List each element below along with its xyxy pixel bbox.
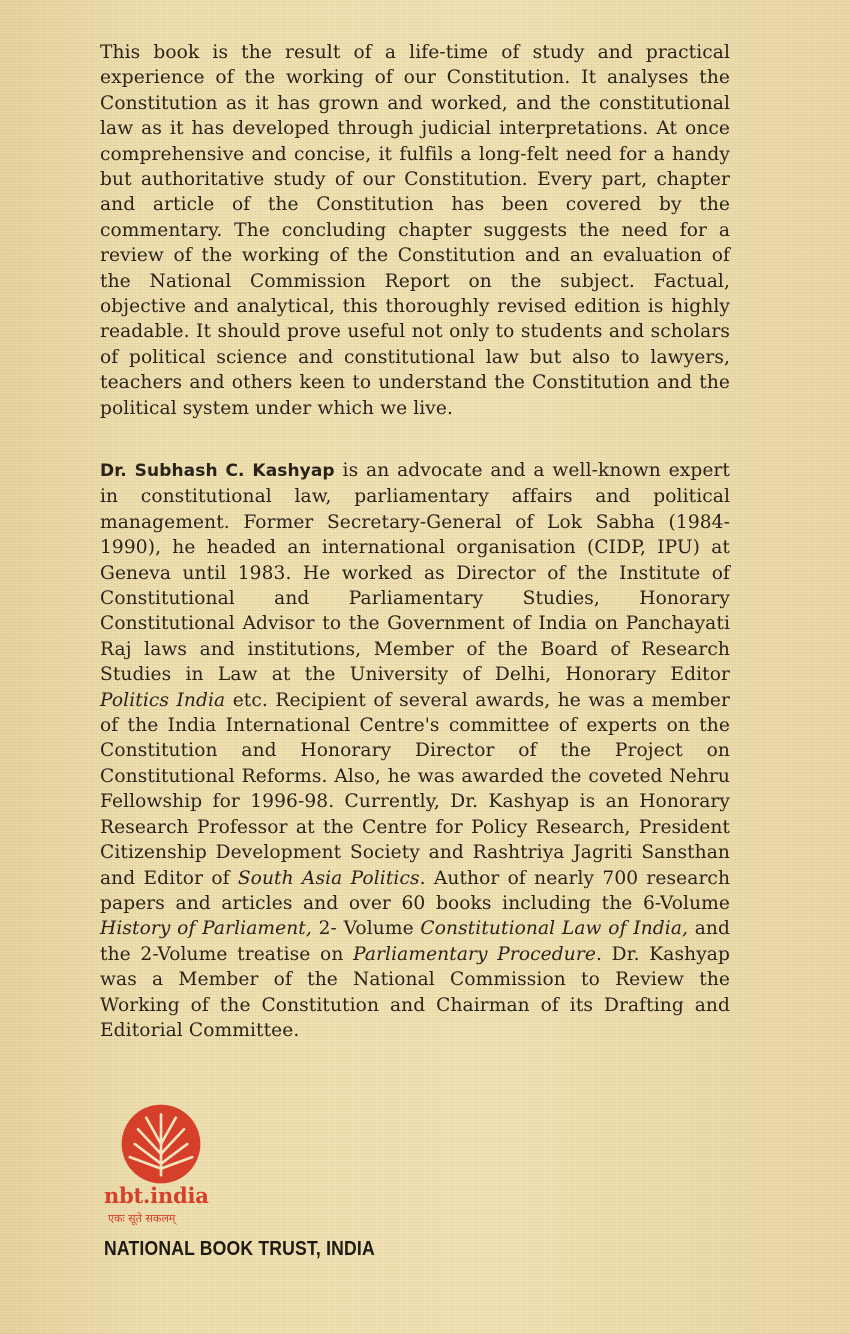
bio-italic-south-asia-politics: South Asia Politics	[237, 867, 420, 889]
description-paragraph: This book is the result of a life-time of study and practical experience of the working of our Constitution. It analyses the Constitution as it has grown and worked, and the constitutional law as it has developed through judicial interpretations. At once comprehensive and concise, it fulfils a long-felt need for a handy but authoritative study of our Constitution. Every part, chapter and article of the Constitution has been covered by the commentary. The concluding chapter suggests the need for a review of the working of the Constitution and an evaluation of the National Commission Report on the subject. Factual, objective and analytical, this thoroughly revised edition is highly readable. It should prove useful not only to students and scholars of political science and constitutional law but also to lawyers, teachers and others keen to understand the Constitution and the political system under which we live.	[100, 42, 730, 419]
bio-text-5: and the 2-Volume treatise on	[100, 918, 731, 965]
bio-italic-history-of-parliament: History of Parliament,	[100, 918, 312, 940]
tree-logo-icon	[120, 1103, 202, 1185]
bio-text-2: etc. Recipient of several awards, he was a member of the India International Centre's committee of experts on the Constitution and Honorary Director of the Project on Constitutional Reforms. Also, he was awarded the coveted Nehru Fellowship for 1996-98. Currently, Dr. Kashyap is an Honorary Research Professor at the Centre for Policy Research, President Citizenship Development Society and Rashtriya Jagriti Sansthan and Editor of	[100, 689, 730, 889]
author-biography	[100, 458, 730, 1043]
logo-brand-text: nbt.india	[104, 1183, 209, 1208]
bio-text-4: 2- Volume	[311, 918, 421, 940]
bio-text-3: . Author of nearly 700 research papers and articles and over 60 books including the 6-Volume	[100, 867, 731, 914]
nbt-logo	[104, 1103, 234, 1238]
bio-text-1: is an advocate and a well-known expert in constitutional law, parliamentary affairs and political management. Former Secretary-General of Lok Sabha (1984-1990), he headed an international organisation (CIDP, IPU) at Geneva until 1983. He worked as Director of the Institute of Constitutional and Parliamentary Studies, Honorary Constitutional Advisor to the Government of India on Panchayati Raj laws and institutions, Member of the Board of Research Studies in Law at the University of Delhi, Honorary Editor	[100, 460, 730, 686]
author-bio-paragraph	[100, 458, 730, 1043]
bio-text-6: . Dr. Kashyap was a Member of the National Commission to Review the Working of the Constitution and Chairman of its Drafting and Editorial Committee.	[100, 943, 730, 1041]
logo-tagline: एकः सूते सकलम्	[108, 1212, 176, 1225]
author-name: Dr. Subhash C. Kashyap	[100, 461, 335, 481]
bio-italic-constitutional-law: Constitutional Law of India,	[420, 918, 689, 940]
bio-italic-parliamentary-procedure: Parliamentary Procedure	[353, 943, 596, 965]
book-description	[100, 40, 730, 421]
bio-italic-politics-india: Politics India	[100, 689, 226, 711]
publisher-name: NATIONAL BOOK TRUST, INDIA	[104, 1238, 375, 1260]
